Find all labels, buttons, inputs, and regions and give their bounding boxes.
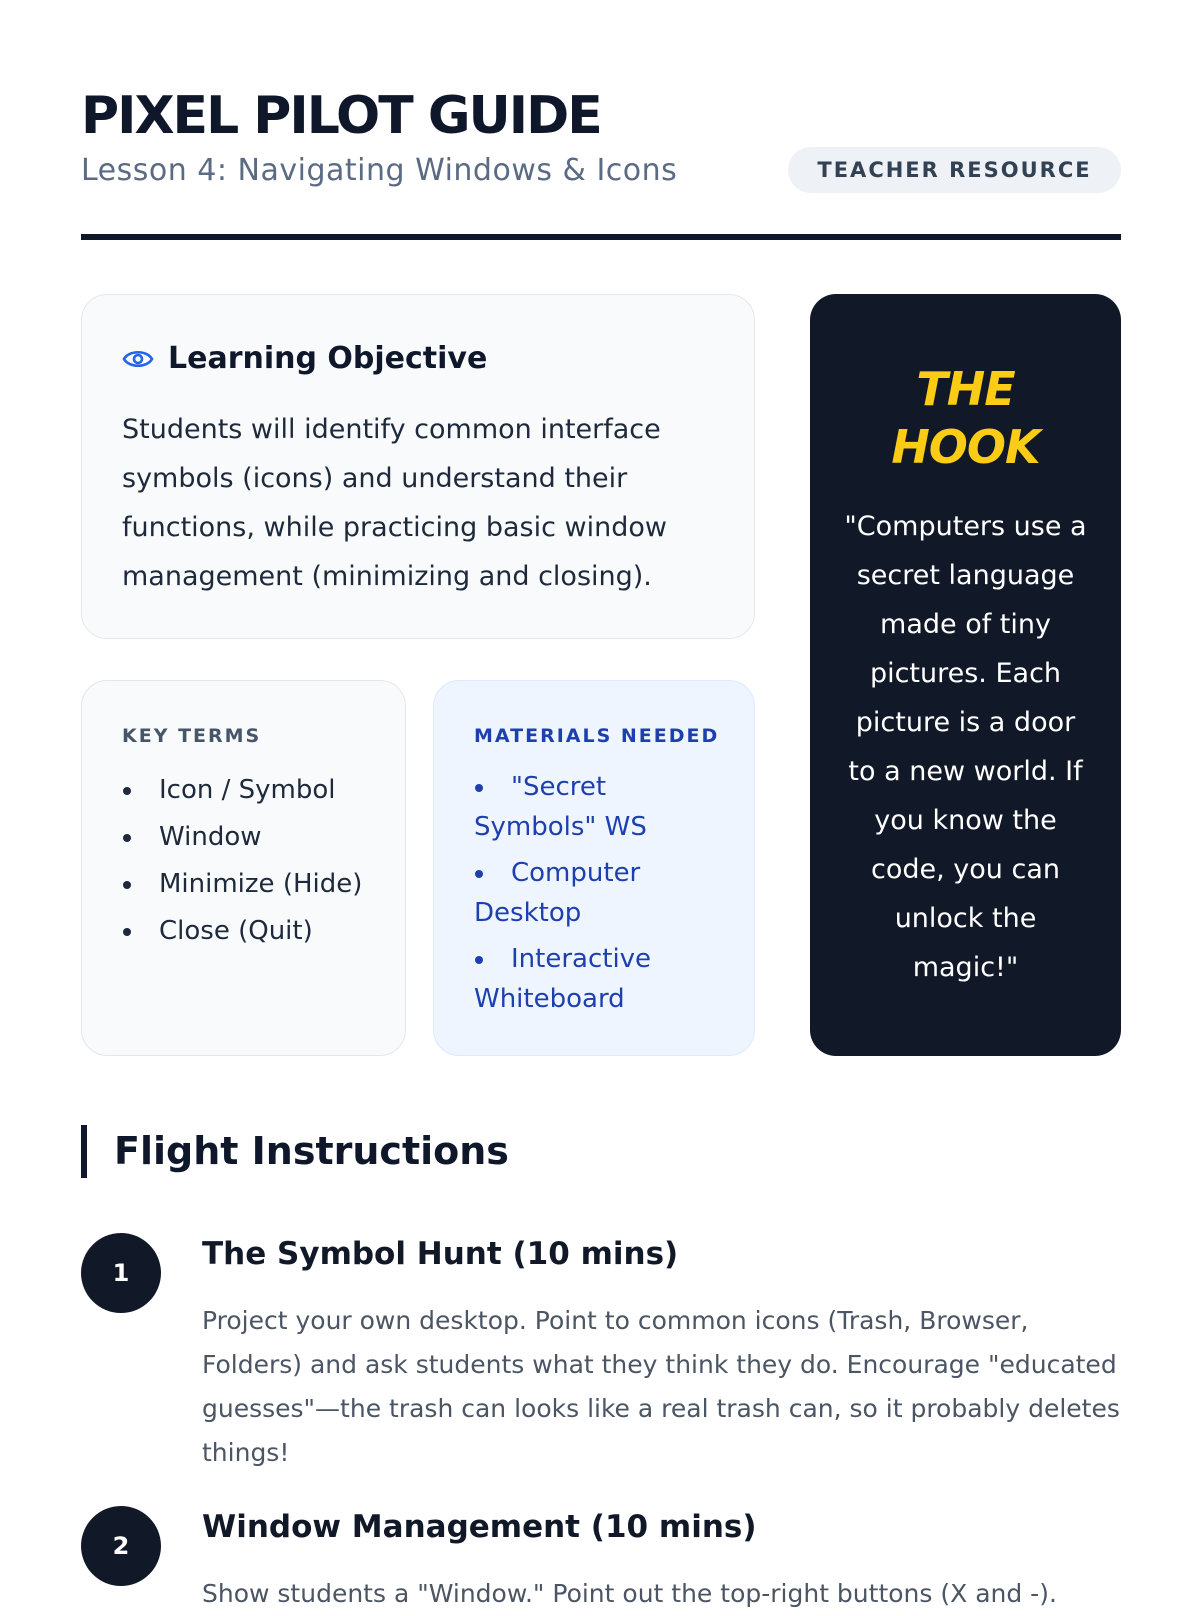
- list-item: Minimize (Hide): [122, 861, 362, 908]
- objective-title: Learning Objective: [168, 341, 488, 376]
- list-item: Close (Quit): [122, 908, 362, 955]
- header-divider: [81, 234, 1121, 240]
- step-title: Window Management (10 mins): [202, 1509, 757, 1545]
- step-title: The Symbol Hunt (10 mins): [202, 1236, 679, 1272]
- hook-title: [810, 360, 1121, 476]
- learning-objective-card: [81, 294, 755, 639]
- step-description: Project your own desktop. Point to common icons (Trash, Browser, Folders) and ask students what they think they do. Encourage "educated guesses"—the trash can looks like a real trash can, so it probably deletes things!: [202, 1306, 1120, 1467]
- materials-list: [474, 767, 734, 1025]
- hook-card: [810, 294, 1121, 1056]
- step-number: 2: [81, 1506, 161, 1586]
- key-terms-card: [81, 680, 406, 1056]
- hook-title-line: HOOK: [891, 420, 1040, 474]
- list-item: Icon / Symbol: [122, 767, 362, 814]
- lesson-subtitle: Lesson 4: Navigating Windows & Icons: [81, 153, 678, 188]
- step-number: 1: [81, 1233, 161, 1313]
- step-description: Show students a "Window." Point out the top-right buttons (X and -).: [202, 1579, 1057, 1608]
- objective-text: Students will identify common interface symbols (icons) and understand their functions, while practicing basic window management (minimizing and closing).: [122, 414, 667, 592]
- eye-icon: [122, 347, 154, 371]
- materials-heading: MATERIALS NEEDED: [474, 725, 720, 747]
- section-accent-bar: [81, 1125, 87, 1178]
- list-item: "Secret Symbols" WS: [474, 767, 734, 847]
- objective-header: [122, 341, 487, 376]
- key-terms-list: [122, 767, 362, 955]
- key-terms-heading: KEY TERMS: [122, 725, 262, 747]
- page-title: PIXEL PILOT GUIDE: [81, 86, 601, 146]
- hook-quote: "Computers use a secret language made of tiny pictures. Each picture is a door to a new world. If you know the code, you can unlock the magic!": [844, 511, 1087, 983]
- list-item: Window: [122, 814, 362, 861]
- list-item: Interactive Whiteboard: [474, 939, 734, 1019]
- materials-card: [433, 680, 755, 1056]
- section-title: Flight Instructions: [114, 1129, 509, 1173]
- list-item: Computer Desktop: [474, 853, 734, 933]
- hook-title-line: THE: [916, 362, 1015, 416]
- resource-badge: TEACHER RESOURCE: [788, 147, 1121, 193]
